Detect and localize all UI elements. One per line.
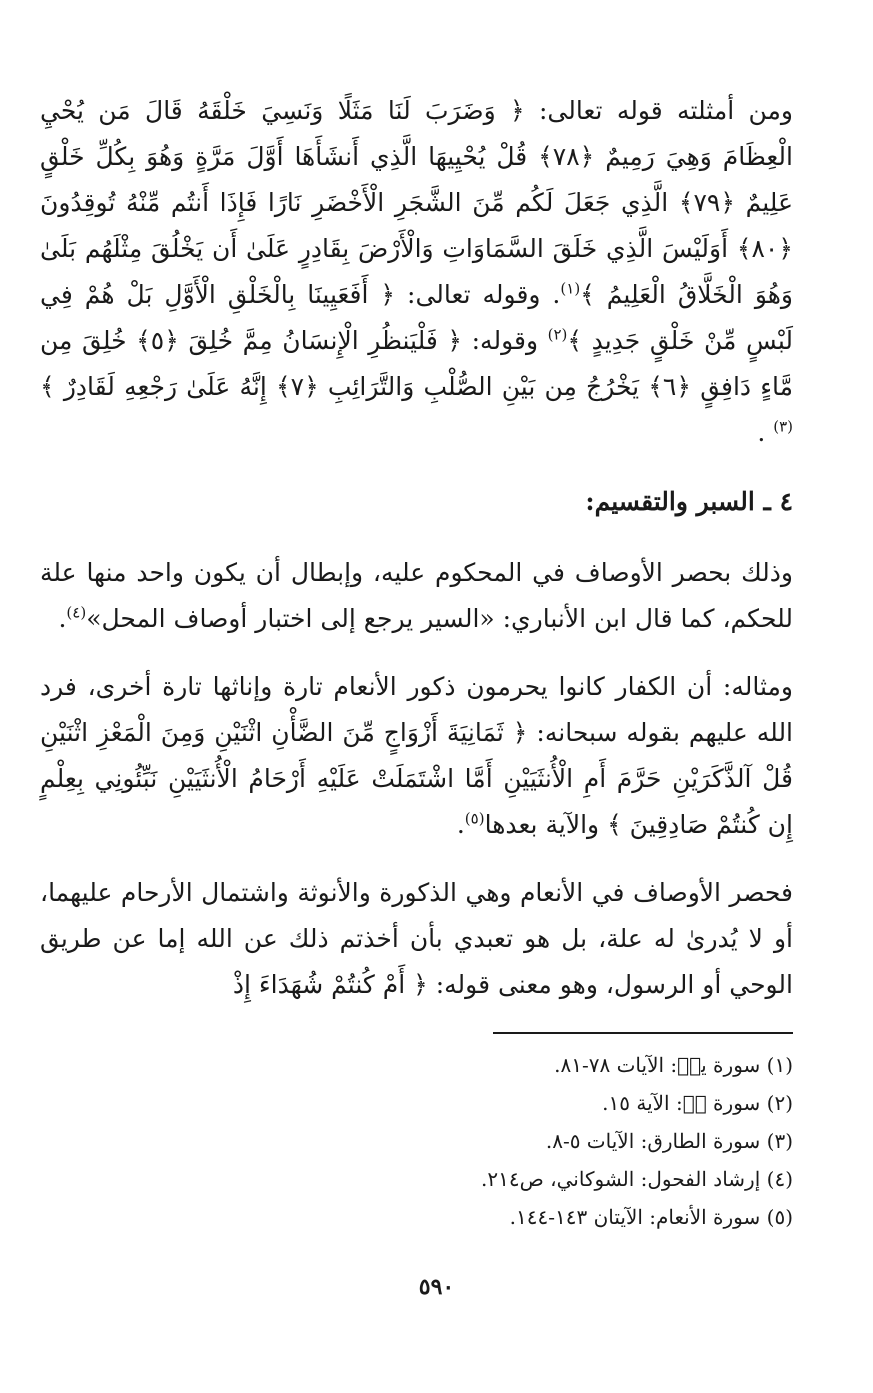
paragraph-intro: ومن أمثلته قوله تعالى: xyxy=(524,96,793,125)
page-number: ٥٩٠ xyxy=(418,1274,455,1300)
footnote-1: (١) سورة يسۤ: الآيات ٧٨-٨١. xyxy=(554,1053,793,1077)
paragraph-connector: . وقوله تعالى: xyxy=(395,280,561,309)
footnote-ref-2[interactable]: (٢) xyxy=(547,325,568,344)
footnote-ref-1[interactable]: (١) xyxy=(560,279,581,298)
footnote-5: (٥) سورة الأنعام: الآيتان ١٤٣-١٤٤. xyxy=(509,1205,793,1229)
footnotes xyxy=(40,1046,793,1236)
footnote-divider xyxy=(493,1032,793,1034)
footnote-2: (٢) سورة قۤ: الآية ١٥. xyxy=(602,1091,793,1115)
paragraph-text: وذلك بحصر الأوصاف في المحكوم عليه، وإبطال أن يكون واحد منها علة للحكم، كما قال ابن الأنباري: «السير يرجع إلى اختبار أوصاف المحل» xyxy=(40,558,793,633)
quran-verse-tariq: ﴿ فَلْيَنظُرِ الْإِنسَانُ مِمَّ خُلِقَ ﴿٥﴾ خُلِقَ مِن مَّاءٍ دَافِقٍ ﴿٦﴾ يَخْرُجُ مِن بَيْنِ الصُّلْبِ وَالتَّرَائِبِ ﴿٧﴾ إِنَّهُ عَلَىٰ رَجْعِهِ لَقَادِرٌ ﴾ xyxy=(40,326,794,401)
paragraph-examples xyxy=(40,88,793,456)
footnote-4: (٤) إرشاد الفحول: الشوكاني، ص٢١٤. xyxy=(481,1167,793,1191)
paragraph-end: . xyxy=(456,810,465,839)
paragraph-end: . xyxy=(58,604,67,633)
paragraph-example xyxy=(40,664,793,848)
quran-verse-anam: ﴿ ثَمَانِيَةَ أَزْوَاجٍ مِّنَ الضَّأْنِ اثْنَيْنِ وَمِنَ الْمَعْزِ اثْنَيْنِ قُلْ آلذَّكَرَيْنِ حَرَّمَ أَمِ الْأُنثَيَيْنِ أَمَّا اشْتَمَلَتْ عَلَيْهِ أَرْحَامُ الْأُنثَيَيْنِ نَبِّئُونِي بِعِلْمٍ إِن كُنتُمْ صَادِقِينَ ﴾ xyxy=(40,718,793,839)
quran-verse-baqarah: ﴿ أَمْ كُنتُمْ شُهَدَاءَ إِذْ xyxy=(232,970,428,999)
page-content xyxy=(40,88,793,1236)
section-heading: ٤ ـ السبر والتقسيم: xyxy=(585,487,793,516)
paragraph-end: . xyxy=(757,418,774,447)
paragraph-definition xyxy=(40,550,793,642)
paragraph-text: ومثاله: أن الكفار كانوا يحرمون ذكور الأنعام تارة وإناثها تارة أخرى، فرد الله عليهم بقوله سبحانه: xyxy=(40,672,794,747)
footnote-ref-5[interactable]: (٥) xyxy=(464,809,485,828)
footnote-3: (٣) سورة الطارق: الآيات ٥-٨. xyxy=(545,1129,793,1153)
footnote-ref-3[interactable]: (٣) xyxy=(773,417,793,436)
footnote-ref-4[interactable]: (٤) xyxy=(66,603,87,622)
paragraph-analysis xyxy=(40,870,793,1008)
quran-verse-yasin: ﴿ وَضَرَبَ لَنَا مَثَلًا وَنَسِيَ خَلْقَهُ قَالَ مَن يُحْيِ الْعِظَامَ وَهِيَ رَمِيمٌ ﴿٧٨﴾ قُلْ يُحْيِيهَا الَّذِي أَنشَأَهَا أَوَّلَ مَرَّةٍ وَهُوَ بِكُلِّ خَلْقٍ عَلِيمٌ ﴿٧٩﴾ الَّذِي جَعَلَ لَكُم مِّنَ الشَّجَرِ الْأَخْضَرِ نَارًا فَإِذَا أَنتُم مِّنْهُ تُوقِدُونَ ﴿٨٠﴾ أَوَلَيْسَ الَّذِي خَلَقَ السَّمَاوَاتِ وَالْأَرْضَ بِقَادِرٍ عَلَىٰ أَن يَخْلُقَ مِثْلَهُم بَلَىٰ وَهُوَ الْخَلَّاقُ الْعَلِيمُ ﴾ xyxy=(40,96,793,309)
paragraph-connector: وقوله: xyxy=(462,326,548,355)
paragraph-text-after: والآية بعدها xyxy=(484,810,608,839)
paragraph-text: فحصر الأوصاف في الأنعام وهي الذكورة والأنوثة واشتمال الأرحام عليهما، أو لا يُدرىٰ له علة، بل هو تعبدي بأن أخذتم ذلك عن الله إما عن طريق الوحي أو الرسول، وهو معنى قوله: xyxy=(40,878,793,999)
quran-verse-qaf: ﴿ أَفَعَيِينَا بِالْخَلْقِ الْأَوَّلِ بَلْ هُمْ فِي لَبْسٍ مِّنْ خَلْقٍ جَدِيدٍ ﴾ xyxy=(40,280,793,355)
